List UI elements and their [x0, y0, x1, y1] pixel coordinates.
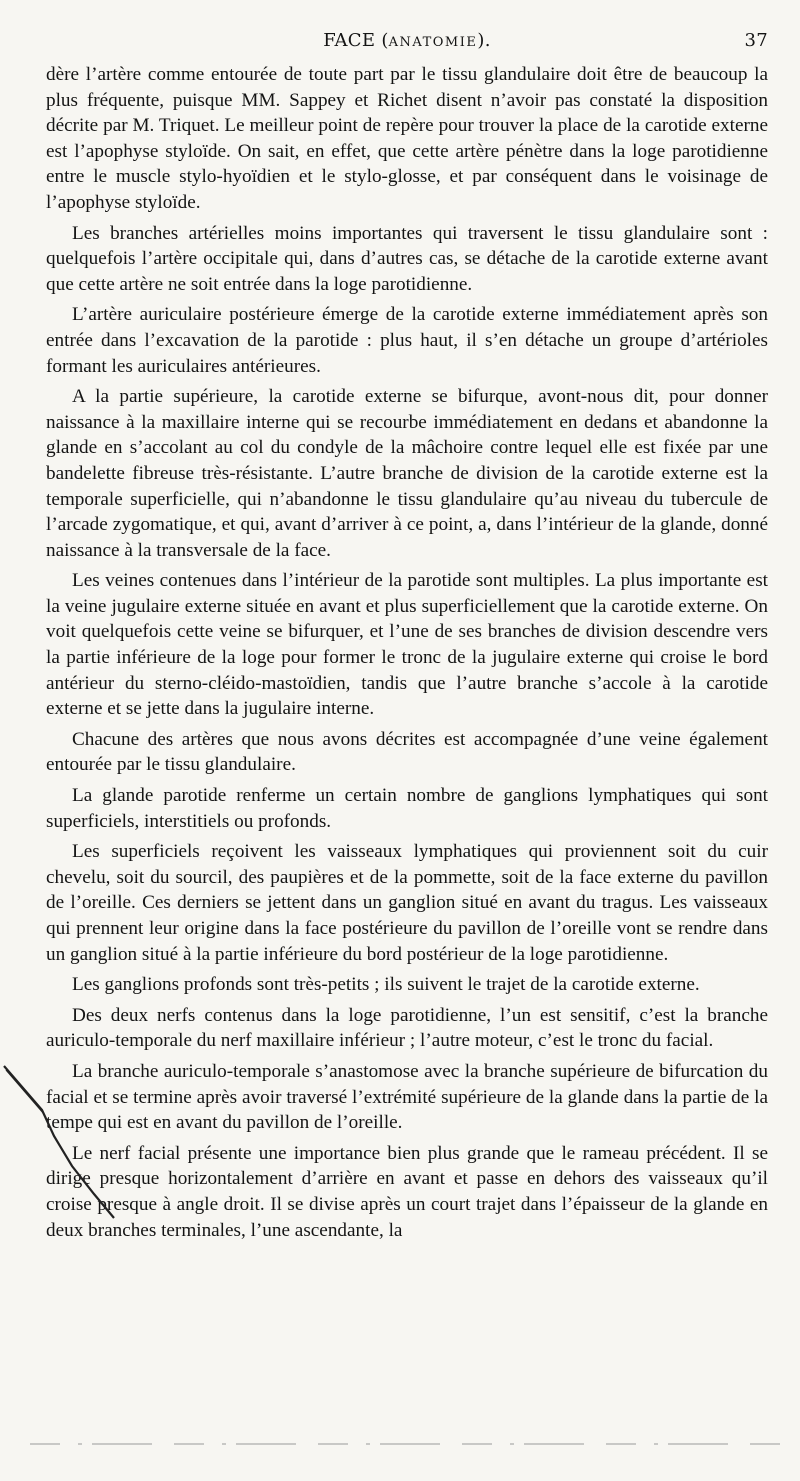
page-number: 37 — [744, 30, 768, 51]
paragraph: Les veines contenues dans l’intérieur de la parotide sont multiples. La plus importante est la veine jugulaire externe située en avant et plus superficiellement que la carotide externe. On voit quelquefois cette veine se bifurquer, et l’une de ses branches de division descendre vers la partie inférieure de la loge pour former le tronc de la jugulaire externe qui croise le bord antérieur du sterno-cléido-mastoïdien, tandis que l’autre branche s’accole à la carotide externe et se jette dans la jugulaire interne. — [46, 570, 768, 720]
paragraph: Les ganglions profonds sont très-petits ; ils suivent le trajet de la carotide externe. — [72, 974, 700, 996]
paragraph: Le nerf facial présente une importance bien plus grande que le rameau précédent. Il se dirige presque horizontalement d’arrière en avant et passe en dehors des vaisseaux qu’il croise presque à angle droit. Il se divise après un court trajet dans l’épaisseur de la glande en deux branches terminales, l’une ascendante, la — [46, 1142, 768, 1241]
margin-pen-stroke — [2, 1062, 122, 1222]
paragraph: La branche auriculo-temporale s’anastomose avec la branche supérieure de bifurcation du facial et se termine après avoir traversé l’extrémité supérieure de la glande dans la partie de la tempe qui est en avant du pavillon de l’oreille. — [46, 1060, 768, 1134]
running-header — [46, 30, 768, 56]
paragraph: A la partie supérieure, la carotide externe se bifurque, avont-nous dit, pour donner naissance à la maxillaire interne qui se recourbe immédiatement en dedans et abandonne la glande en s’accolant au col du condyle de la mâchoire contre lequel elle est fixée par une bandelette fibreuse très-résistante. L’autre branche de division de la carotide externe est la temporale superficielle, qui n’abandonne le tissu glandulaire qu’au niveau du tubercule de l’arcade zygomatique, et qui, avant d’arriver à ce point, a, dans l’intérieur de la glande, donné naissance à la transversale de la face. — [46, 386, 768, 561]
paragraph: dère l’artère comme entourée de toute part par le tissu glandulaire doit être de beaucoup la plus fréquente, puisque MM. Sappey et Richet disent n’avoir pas constaté la disposition décrite par M. Triquet. Le meilleur point de repère pour trouver la place de la carotide externe est l’apophyse styloïde. On sait, en effet, que cette artère pénètre dans la loge parotidienne entre le muscle stylo-hyoïdien et le stylo-glosse, et par conséquent dans le voisinage de l’apophyse styloïde. — [46, 64, 768, 213]
paragraph: L’artère auriculaire postérieure émerge de la carotide externe immédiatement après son entrée dans l’excavation de la parotide : plus haut, il s’en détache un groupe d’artérioles formant les auriculaires antérieures. — [46, 304, 768, 377]
header-title-smallcaps: ANATOMIE — [388, 35, 478, 50]
paragraph: La glande parotide renferme un certain nombre de ganglions lymphatiques qui sont superficiels, interstitiels ou profonds. — [46, 785, 768, 832]
paragraph: Les superficiels reçoivent les vaisseaux lymphatiques qui proviennent soit du cuir chevelu, soit du sourcil, des paupières et de la pommette, soit de la face externe du pavillon de l’oreille. Ces derniers se jettent dans un ganglion situé en avant du tragus. Les vaisseaux qui prennent leur origine dans la face postérieure du pavillon de l’oreille vont se rendre dans un ganglion situé à la partie inférieure du bord postérieur de la loge parotidienne. — [46, 841, 768, 965]
paragraph: Les branches artérielles moins importantes qui traversent le tissu glandulaire sont : quelquefois l’artère occipitale qui, dans d’autres cas, se détache de la carotide externe avant que cette artère ne soit entrée dans la loge parotidienne. — [46, 222, 768, 295]
header-title: FACE (ANATOMIE). — [323, 30, 491, 51]
scan-noise-footer — [30, 1442, 790, 1446]
page-body — [46, 62, 768, 1248]
paragraph: Des deux nerfs contenus dans la loge parotidienne, l’un est sensitif, c’est la branche auriculo-temporale du nerf maxillaire inférieur ; l’autre moteur, c’est le tronc du facial. — [46, 1004, 768, 1052]
paragraph: Chacune des artères que nous avons décrites est accompagnée d’une veine également entourée par le tissu glandulaire. — [46, 728, 768, 776]
